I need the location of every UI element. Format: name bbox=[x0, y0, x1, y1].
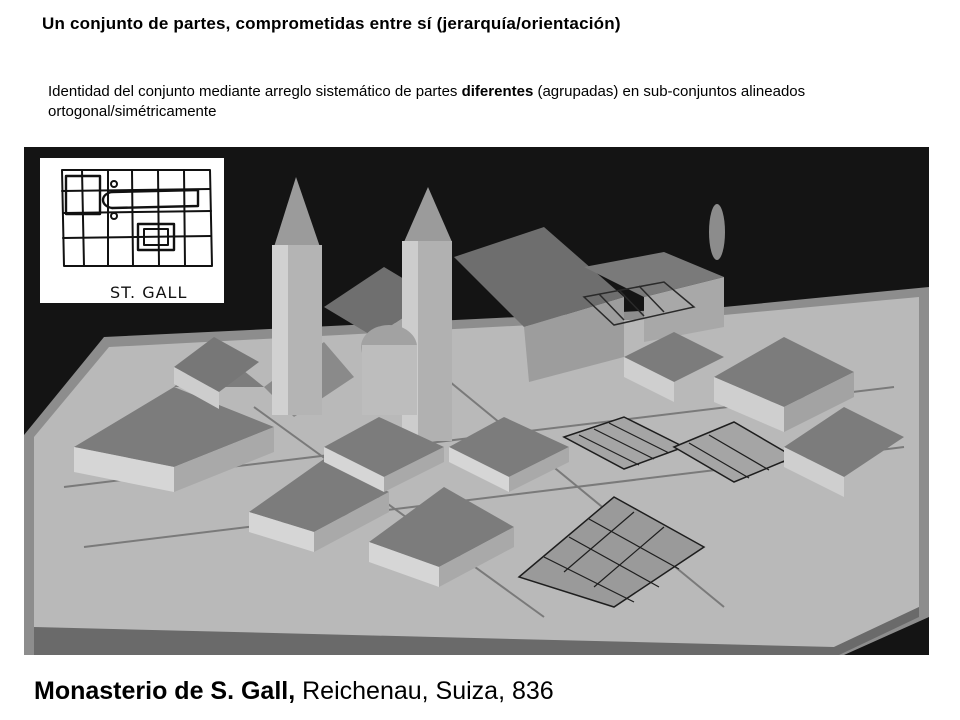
caption-bold: Monasterio de S. Gall, bbox=[34, 677, 296, 705]
subtitle-emphasis: diferentes bbox=[461, 83, 534, 100]
caption-rest: Reichenau, Suiza, 836 bbox=[295, 677, 554, 705]
subtitle-text-before: Identidad del conjunto mediante arreglo sistemático de partes bbox=[48, 83, 462, 100]
sketch-label: ST. GALL bbox=[110, 283, 188, 302]
photo-caption bbox=[34, 676, 554, 706]
st-gall-plan-sketch bbox=[40, 158, 224, 303]
subtitle-text-after: (agrupadas) en sub-conjuntos alineados ortogonal/simétricamente bbox=[48, 83, 806, 120]
slide-subtitle bbox=[48, 82, 848, 122]
slide-title: Un conjunto de partes, comprometidas entre sí (jerarquía/orientación) bbox=[42, 14, 621, 33]
